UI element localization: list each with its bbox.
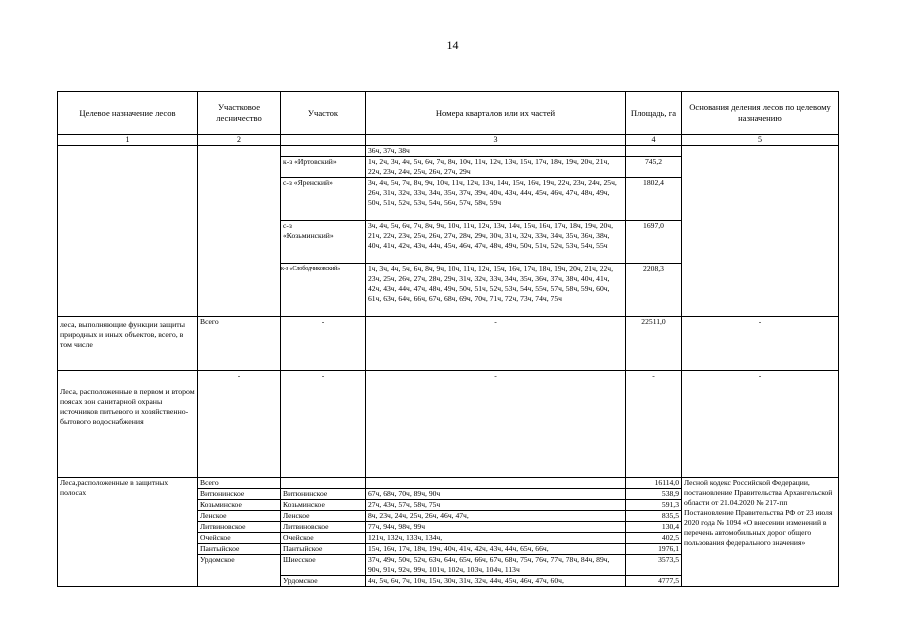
basis-cell: - — [682, 317, 839, 371]
quarters-cell: 4ч, 5ч, 6ч, 7ч, 10ч, 15ч, 30ч, 31ч, 32ч, 44ч, 45ч, 46ч, 47ч, 60ч, — [366, 575, 626, 586]
quarters-cell: 27ч, 43ч, 57ч, 58ч, 75ч — [366, 499, 626, 510]
col-num-4: 3 — [366, 135, 626, 146]
plot-cell: к-з «Слободчиковский» — [281, 264, 366, 317]
quarters-cell: 15ч, 16ч, 17ч, 18ч, 19ч, 40ч, 41ч, 42ч, 43ч, 44ч, 65ч, 66ч, — [366, 543, 626, 554]
forestry-cell: Козьминское — [198, 499, 281, 510]
quarters-cell: 37ч, 49ч, 50ч, 52ч, 63ч, 64ч, 65ч, 66ч, 67ч, 68ч, 75ч, 76ч, 77ч, 78ч, 84ч, 89ч, 90ч, 91ч, 92ч, 99ч, 101ч, 102ч, 103ч, 104ч, 113ч — [366, 554, 626, 575]
plot-cell — [281, 146, 366, 157]
area-cell: 4777,5 — [626, 575, 682, 586]
purpose-cell: Леса,расположенные в защитных полосах — [58, 478, 198, 587]
area-cell: 3573,5 — [626, 554, 682, 575]
plot-cell: Литвиновское — [281, 521, 366, 532]
plot-label-b: «Козьминский» — [283, 230, 334, 240]
area-cell: 835,5 — [626, 510, 682, 521]
column-numbers-row — [58, 135, 839, 146]
table-row — [58, 371, 839, 478]
header-basis: Основания деления лесов по целевому назначению — [682, 92, 839, 135]
plot-cell: Витюнинское — [281, 488, 366, 499]
quarters-cell: - — [366, 371, 626, 478]
purpose-cell: леса, выполняющие функции защиты природных и иных объектов, всего, в том числе — [58, 317, 198, 371]
quarters-cell: 1ч, 2ч, 3ч, 4ч, 5ч, 6ч, 7ч, 8ч, 10ч, 11ч, 12ч, 13ч, 15ч, 17ч, 18ч, 19ч, 20ч, 21ч, 22ч, 23ч, 24ч, 25ч, 26ч, 27ч, 29ч — [366, 157, 626, 178]
header-row — [58, 92, 839, 135]
plot-cell — [281, 478, 366, 489]
header-quarters: Номера кварталов или их частей — [366, 92, 626, 135]
plot-cell: Урдомское — [281, 575, 366, 586]
page-number: 14 — [446, 38, 459, 52]
plot-cell: Пантыйское — [281, 543, 366, 554]
forest-purpose-table — [57, 91, 839, 587]
forestry-cell: Очейское — [198, 532, 281, 543]
area-cell — [626, 146, 682, 157]
header-area: Площадь, га — [626, 92, 682, 135]
plot-label-a: с-з — [283, 221, 292, 230]
plot-cell: Ленское — [281, 510, 366, 521]
area-cell: 1802,4 — [626, 178, 682, 221]
quarters-cell: 77ч, 94ч, 98ч, 99ч — [366, 521, 626, 532]
forestry-cell: Ленское — [198, 510, 281, 521]
plot-cell: Козьминское — [281, 499, 366, 510]
area-cell: 130,4 — [626, 521, 682, 532]
area-cell: 591,3 — [626, 499, 682, 510]
col-num-3 — [281, 135, 366, 146]
header-purpose: Целевое назначение лесов — [58, 92, 198, 135]
plot-cell: - — [281, 317, 366, 371]
forestry-cell: Витюнинское — [198, 488, 281, 499]
quarters-cell: 36ч, 37ч, 38ч — [366, 146, 626, 157]
table-row — [58, 146, 839, 157]
quarters-cell: - — [366, 317, 626, 371]
plot-cell: с-з «Яренский» — [281, 178, 366, 221]
area-cell: 1697,0 — [626, 221, 682, 264]
area-cell: 745,2 — [626, 157, 682, 178]
quarters-cell: 3ч, 4ч, 5ч, 7ч, 8ч, 9ч, 10ч, 11ч, 12ч, 13ч, 14ч, 15ч, 16ч, 19ч, 22ч, 23ч, 24ч, 25ч, 26ч, 31ч, 32ч, 33ч, 34ч, 35ч, 37ч, 39ч, 40ч, 43ч, 44ч, 45ч, 46ч, 47ч, 48ч, 49ч, 50ч, 51ч, 52ч, 53ч, 54ч, 56ч, 57ч, 58ч, 59ч — [366, 178, 626, 221]
forestry-cell: Пантыйское — [198, 543, 281, 554]
area-cell: 22511,0 — [626, 317, 682, 371]
purpose-cell: Леса, расположенные в первом и втором поясах зон санитарной охраны источников питьевого и хозяйственно-бытового водоснабжения — [58, 371, 198, 478]
plot-cell: Шиесское — [281, 554, 366, 575]
basis-cell: - — [682, 371, 839, 478]
quarters-cell — [366, 478, 626, 489]
area-cell: 402,5 — [626, 532, 682, 543]
col-num-6: 5 — [682, 135, 839, 146]
forestry-cell: Литвиновское — [198, 521, 281, 532]
table-row — [58, 478, 839, 489]
header-plot: Участок — [281, 92, 366, 135]
forestry-cell — [198, 146, 281, 317]
forestry-cell: Урдомское — [198, 554, 281, 586]
plot-cell: к-з «Иртовский» — [281, 157, 366, 178]
col-num-5: 4 — [626, 135, 682, 146]
header-forestry: Участковое лесничество — [198, 92, 281, 135]
plot-cell: Очейское — [281, 532, 366, 543]
quarters-cell: 67ч, 68ч, 70ч, 89ч, 90ч — [366, 488, 626, 499]
plot-cell: - — [281, 371, 366, 478]
forestry-cell: Всего — [198, 478, 281, 489]
area-cell: 16114,0 — [626, 478, 682, 489]
col-num-2: 2 — [198, 135, 281, 146]
area-cell: 538,9 — [626, 488, 682, 499]
col-num-1: 1 — [58, 135, 198, 146]
quarters-cell: 8ч, 23ч, 24ч, 25ч, 26ч, 46ч, 47ч, — [366, 510, 626, 521]
forestry-cell: Всего — [198, 317, 281, 371]
quarters-cell: 1ч, 3ч, 4ч, 5ч, 6ч, 8ч, 9ч, 10ч, 11ч, 12ч, 15ч, 16ч, 17ч, 18ч, 19ч, 20ч, 21ч, 22ч, 23ч, 25ч, 26ч, 27ч, 28ч, 29ч, 31ч, 32ч, 33ч, 34ч, 35ч, 36ч, 37ч, 38ч, 40ч, 41ч, 42ч, 43ч, 44ч, 47ч, 48ч, 49ч, 50ч, 51ч, 52ч, 53ч, 54ч, 55ч, 57ч, 58ч, 59ч, 60ч, 61ч, 63ч, 64ч, 66ч, 67ч, 68ч, 69ч, 70ч, 71ч, 72ч, 73ч, 74ч, 75ч — [366, 264, 626, 317]
area-cell: - — [626, 371, 682, 478]
quarters-cell: 121ч, 132ч, 133ч, 134ч, — [366, 532, 626, 543]
forestry-cell: - — [198, 371, 281, 478]
area-cell: 2208,3 — [626, 264, 682, 317]
plot-cell — [281, 221, 366, 264]
table-row — [58, 317, 839, 371]
basis-cell: Лесной кодекс Российской Федерации, постановление Правительства Архангельской области от 21.04.2020 № 217-пп Постановление Правительства РФ от 23 июля 2020 года № 1094 «О внесении изменений в перечень автомобильных дорог общего пользования федерального значения» — [682, 478, 839, 587]
quarters-cell: 3ч, 4ч, 5ч, 6ч, 7ч, 8ч, 9ч, 10ч, 11ч, 12ч, 13ч, 14ч, 15ч, 16ч, 17ч, 18ч, 19ч, 20ч, 21ч, 22ч, 23ч, 25ч, 26ч, 27ч, 28ч, 29ч, 30ч, 31ч, 32ч, 33ч, 34ч, 35ч, 36ч, 38ч, 40ч, 41ч, 42ч, 43ч, 44ч, 45ч, 46ч, 47ч, 48ч, 49ч, 50ч, 51ч, 52ч, 53ч, 54ч, 55ч — [366, 221, 626, 264]
area-cell: 1976,1 — [626, 543, 682, 554]
basis-cell — [682, 146, 839, 317]
purpose-cell — [58, 146, 198, 317]
